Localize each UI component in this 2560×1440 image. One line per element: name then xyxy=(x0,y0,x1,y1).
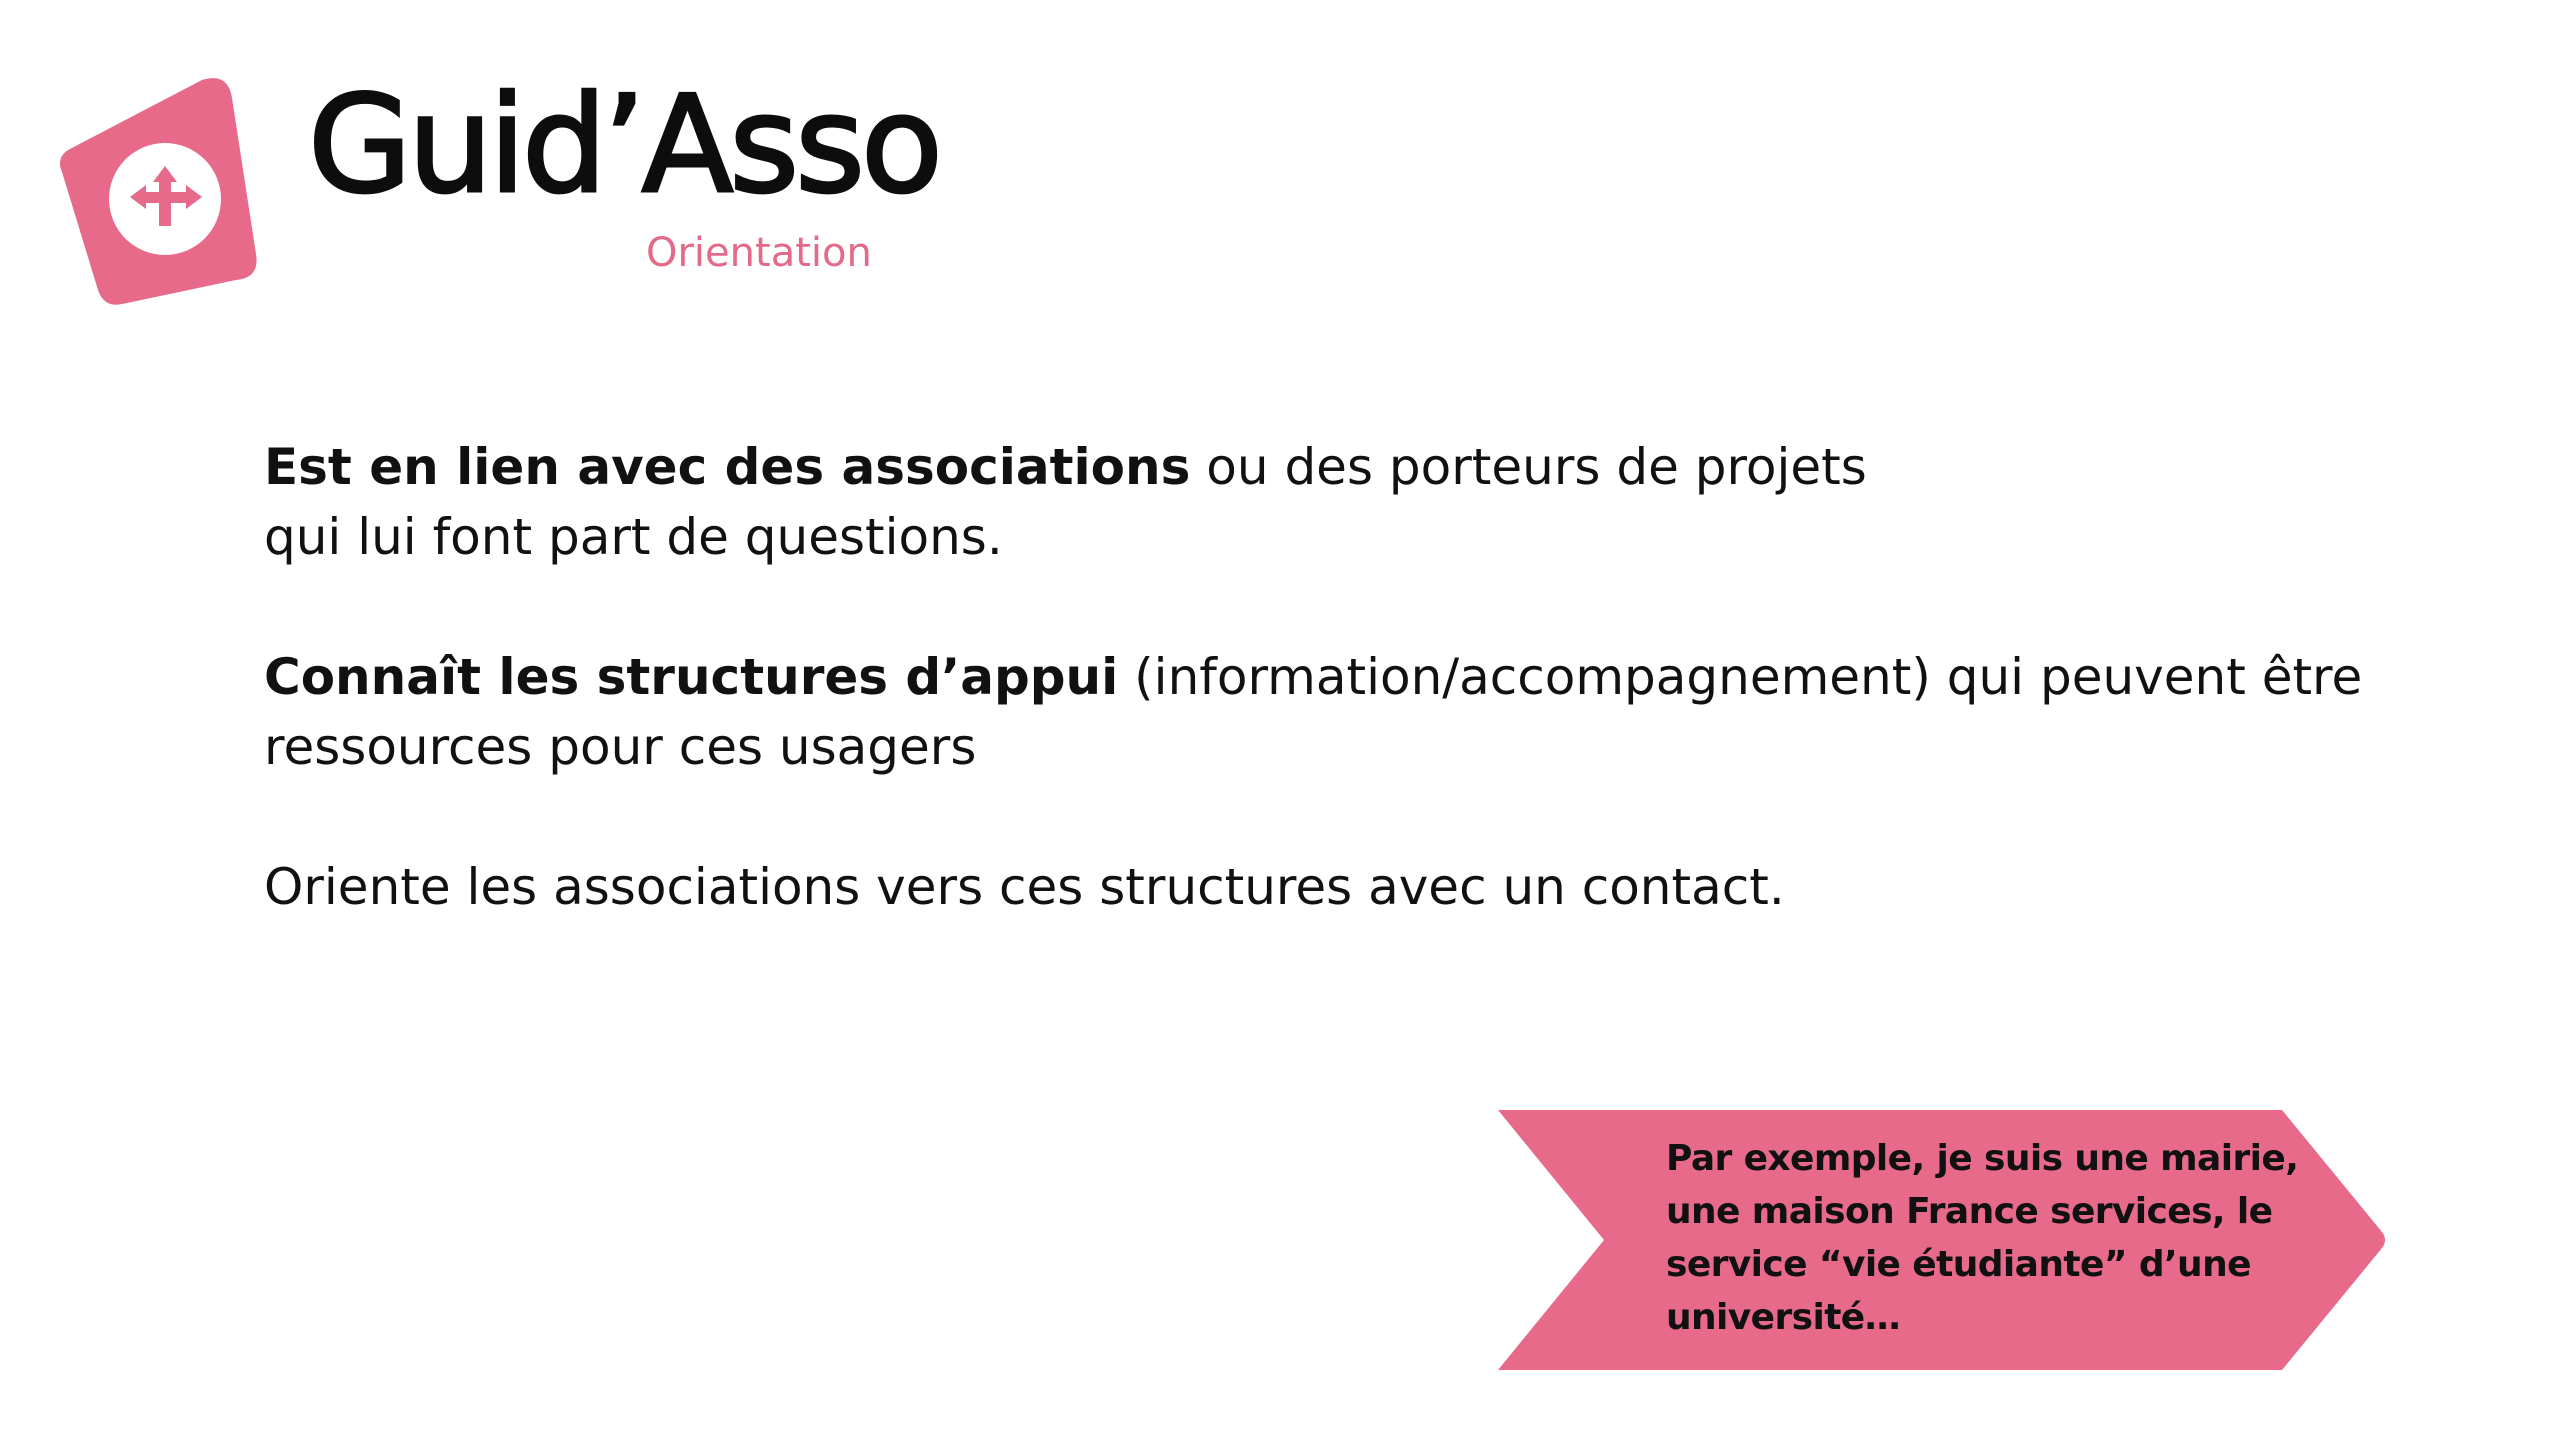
paragraph-line xyxy=(264,642,2444,712)
paragraph-structures xyxy=(264,642,2444,782)
paragraph-line-2: qui lui font part de questions. xyxy=(264,508,1003,566)
example-callout xyxy=(1496,1110,2388,1370)
paragraph-associations xyxy=(264,432,2444,572)
main-content xyxy=(264,432,2444,992)
logo-mark xyxy=(52,74,268,316)
crossroads-arrows-icon xyxy=(52,74,268,316)
paragraph-text: ou des porteurs de projets xyxy=(1190,438,1867,496)
paragraph-line-2: ressources pour ces usagers xyxy=(264,718,977,776)
paragraph-orientation xyxy=(264,852,2444,922)
paragraph-line: Oriente les associations vers ces structures avec un contact. xyxy=(264,858,1785,916)
callout-line: Par exemple, je suis une mairie, xyxy=(1666,1138,2299,1179)
callout-line: une maison France services, le xyxy=(1666,1191,2273,1232)
callout-line: université… xyxy=(1666,1297,1901,1338)
logo-subtitle: Orientation xyxy=(646,230,872,276)
bold-lead: Est en lien avec des associations xyxy=(264,438,1191,496)
callout-line: service “vie étudiante” d’une xyxy=(1666,1244,2251,1285)
paragraph-line xyxy=(264,432,2444,502)
logo-title: Guid’Asso xyxy=(308,67,939,223)
bold-lead: Connaît les structures d’appui xyxy=(264,648,1119,706)
callout-text xyxy=(1666,1132,2326,1344)
paragraph-text: (information/accompagnement) qui peuvent être xyxy=(1118,648,2363,706)
